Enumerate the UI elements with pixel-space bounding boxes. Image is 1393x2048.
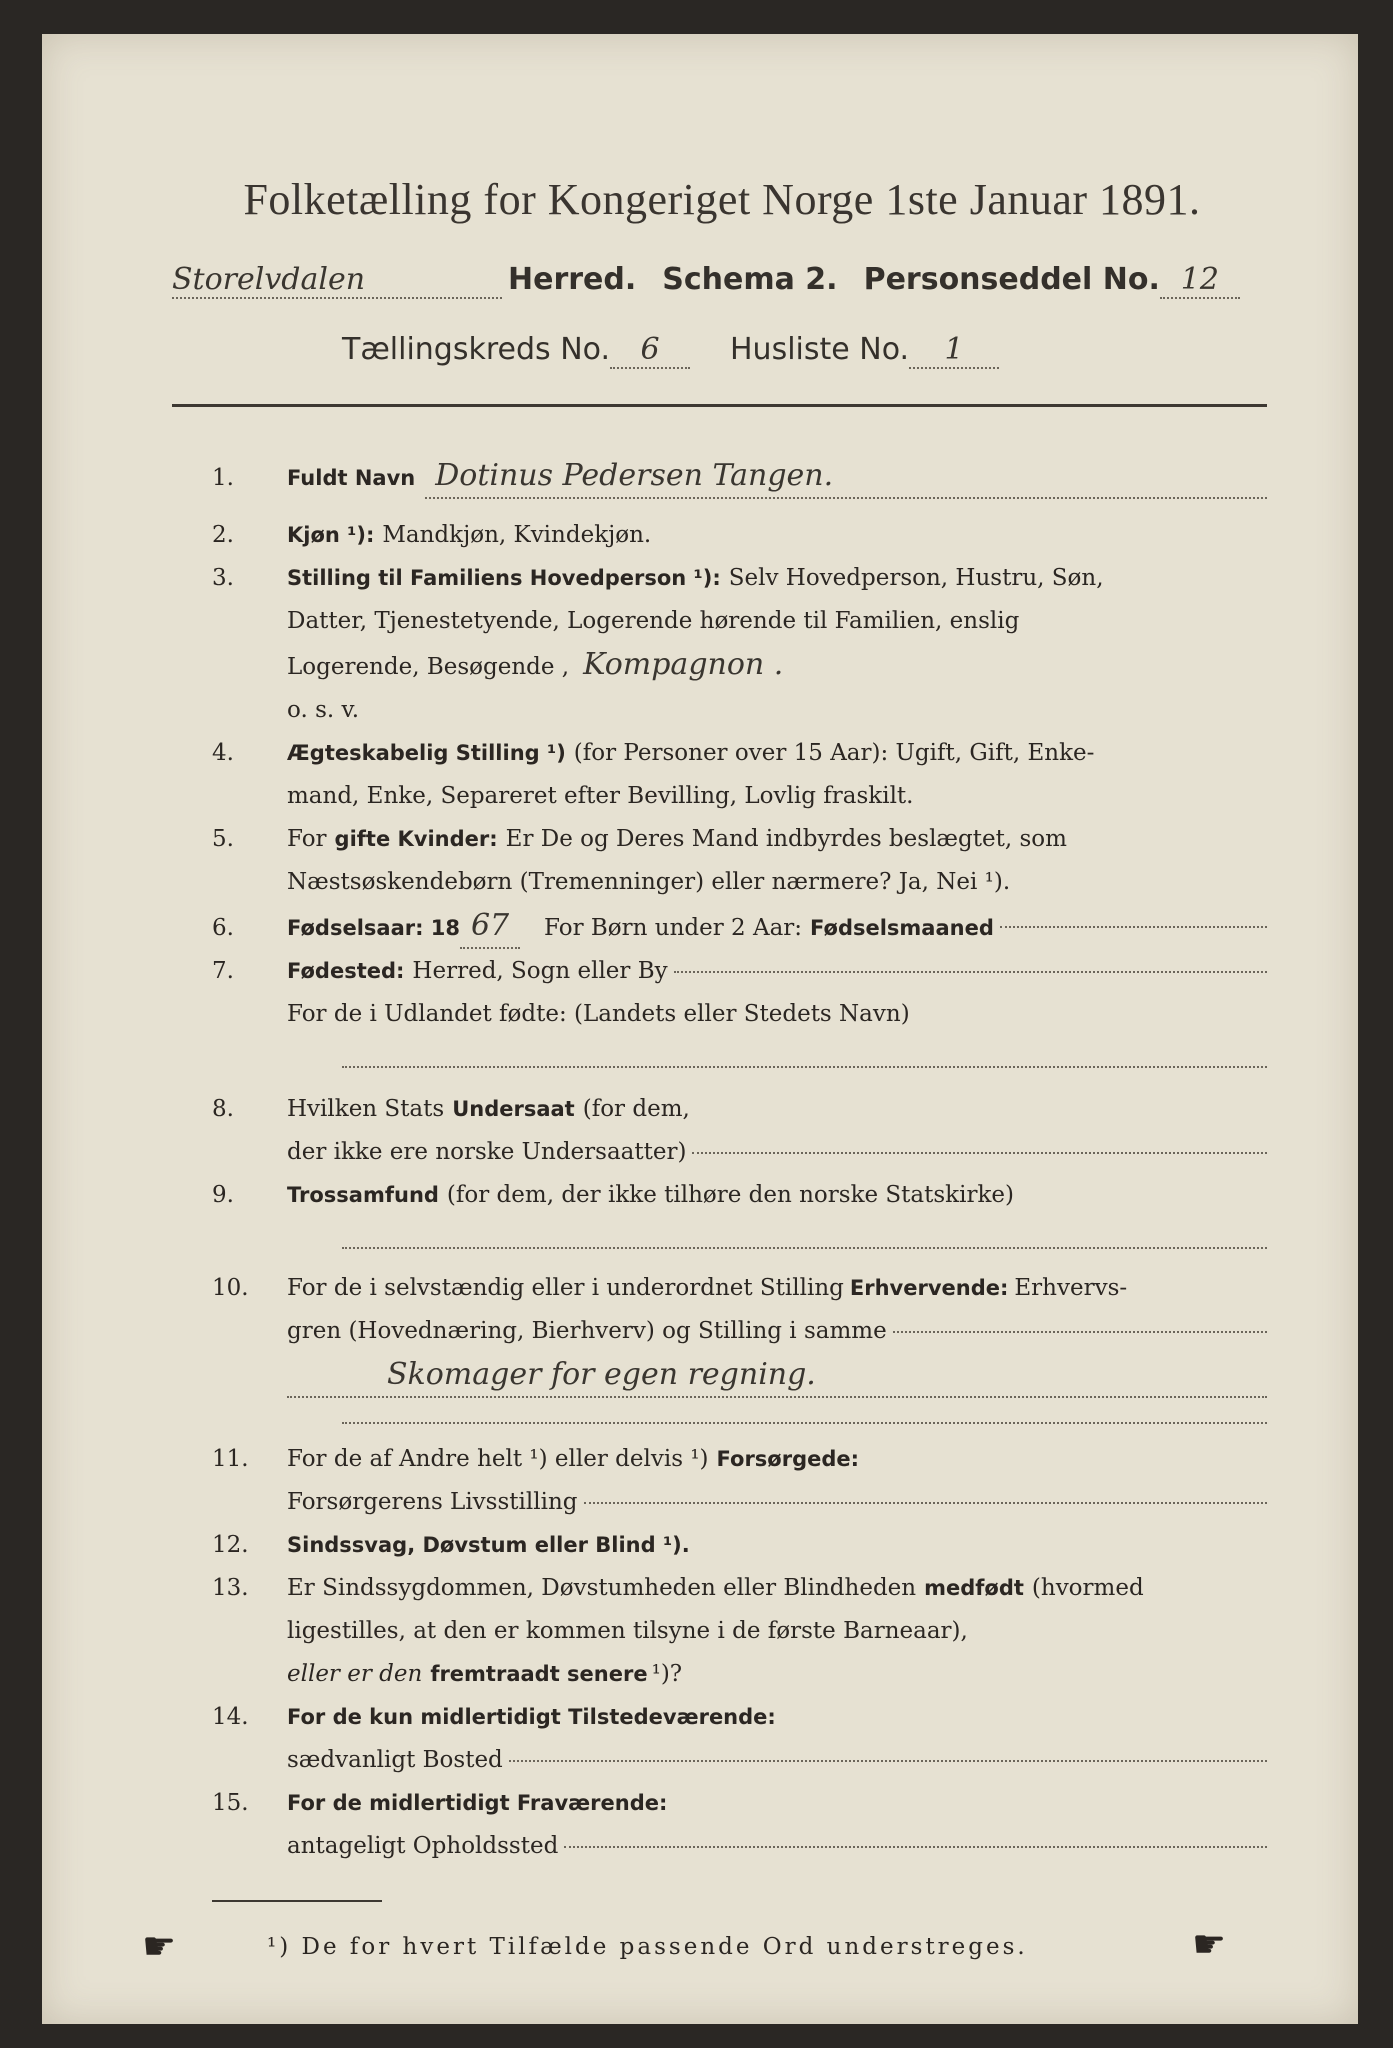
item-14-line2	[172, 1739, 1267, 1782]
item-11	[172, 1438, 1267, 1481]
item-13-line3	[172, 1653, 1267, 1696]
item-9	[172, 1174, 1267, 1217]
footnote-rule	[212, 1900, 382, 1902]
item-12	[172, 1524, 1267, 1567]
item-text: mand, Enke, Separeret efter Bevilling, Lovlig fraskilt.	[287, 783, 914, 809]
item-label: fremtraadt senere	[430, 1662, 648, 1686]
item-text: der ikke ere norske Undersaatter)	[287, 1139, 687, 1165]
item-14	[172, 1696, 1267, 1739]
item-number: 1.	[212, 465, 234, 491]
item-number: 5.	[212, 826, 234, 852]
herred-value: Storelvdalen	[172, 262, 502, 299]
item-6	[172, 904, 1267, 950]
item-10-line3	[172, 1353, 1267, 1398]
item-4	[172, 732, 1267, 775]
form-title: Folketælling for Kongeriget Norge 1ste Januar 1891.	[243, 175, 1201, 224]
item-label: Undersaat	[452, 1097, 575, 1121]
item-text: For de i Udlandet fødte: (Landets eller Stedets Navn)	[287, 1001, 910, 1027]
item-text: Datter, Tjenestetyende, Logerende hørende til Familien, enslig	[287, 608, 1020, 634]
item-label: Ægteskabelig Stilling ¹)	[287, 741, 566, 765]
item-label: For de midlertidigt Fraværende:	[287, 1791, 668, 1815]
item-text: Selv Hovedperson, Hustru, Søn,	[728, 565, 1104, 591]
item-number: 11.	[212, 1446, 249, 1472]
item-text: For de i selvstændig eller i underordnet Stilling	[287, 1275, 844, 1301]
item-label: Fødselsmaaned	[810, 916, 994, 940]
item-text: (for dem,	[582, 1096, 690, 1122]
item-15-line2	[172, 1825, 1267, 1868]
item-text: ligestilles, at den er kommen tilsyne i de første Barneaar),	[287, 1618, 968, 1644]
item-text: sædvanligt Bosted	[287, 1747, 503, 1773]
item-label: Stilling til Familiens Hovedperson ¹):	[287, 566, 721, 590]
item-3-line3	[172, 643, 1267, 689]
item-label: gifte Kvinder:	[334, 827, 498, 851]
item-text: Er De og Deres Mand indbyrdes beslægtet, som	[505, 826, 1067, 852]
relation-value: Kompagnon .	[583, 647, 784, 682]
item-number: 7.	[212, 958, 234, 984]
item-7	[172, 950, 1267, 993]
item-text: (for dem, der ikke tilhøre den norske Statskirke)	[446, 1182, 1014, 1208]
item-label: Kjøn ¹):	[287, 523, 375, 547]
item-label: Erhvervende:	[849, 1276, 1009, 1300]
item-number: 6.	[212, 915, 234, 941]
item-11-line2	[172, 1481, 1267, 1524]
birth-year-value: 67	[460, 904, 520, 949]
item-number: 14.	[212, 1704, 249, 1730]
item-2	[172, 514, 1267, 557]
item-text: eller er den	[287, 1661, 423, 1687]
item-text: Mandkjøn, Kvindekjøn.	[382, 522, 652, 548]
personseddel-value: 12	[1160, 262, 1240, 299]
item-5	[172, 818, 1267, 861]
item-text: For de af Andre helt ¹) eller delvis ¹)	[287, 1446, 709, 1472]
item-text: gren (Hovednæring, Bierhverv) og Stilling i samme	[287, 1318, 887, 1344]
item-text: For	[287, 826, 327, 852]
item-text: Erhvervs-	[1014, 1275, 1128, 1301]
item-8-line2	[172, 1131, 1267, 1174]
item-text: Hvilken Stats	[287, 1096, 445, 1122]
personseddel-label: Personseddel No.	[863, 262, 1160, 297]
item-10-line2	[172, 1310, 1267, 1353]
item-10	[172, 1267, 1267, 1310]
question-list	[172, 454, 1267, 1868]
item-text: Næstsøskendebørn (Tremenninger) eller nærmere? Ja, Nei ¹).	[287, 869, 1011, 895]
item-label: Fødested:	[287, 959, 405, 983]
header-rule	[172, 404, 1267, 407]
census-form	[42, 34, 1358, 2024]
item-text: Er Sindssygdommen, Døvstumheden eller Blindheden	[287, 1575, 917, 1601]
item-number: 12.	[212, 1532, 249, 1558]
item-text: antageligt Opholdssted	[287, 1833, 559, 1859]
item-3	[172, 557, 1267, 600]
kreds-label: Tællingskreds No.	[342, 332, 610, 367]
item-text: Herred, Sogn eller By	[412, 958, 668, 984]
item-15	[172, 1782, 1267, 1825]
item-label: medfødt	[924, 1576, 1024, 1600]
schema-label: Schema 2.	[662, 262, 838, 297]
herred-line	[172, 262, 1272, 299]
item-text: Forsørgerens Livsstilling	[287, 1489, 578, 1515]
item-text: For Børn under 2 Aar:	[544, 915, 803, 941]
herred-label: Herred.	[508, 262, 637, 297]
item-number: 9.	[212, 1182, 234, 1208]
item-text: Logerende, Besøgende ,	[287, 654, 570, 680]
item-label: Fuldt Navn	[287, 466, 416, 490]
pointing-hand-left-icon: ☛	[142, 1924, 177, 1968]
item-text: ¹)?	[651, 1661, 683, 1687]
item-number: 15.	[212, 1790, 249, 1816]
item-label: Trossamfund	[287, 1183, 439, 1207]
full-name-value: Dotinus Pedersen Tangen.	[425, 454, 1267, 499]
item-text: (for Personer over 15 Aar): Ugift, Gift, Enke-	[573, 740, 1095, 766]
pointing-hand-right-icon: ☛	[1192, 1922, 1227, 1966]
item-number: 8.	[212, 1096, 234, 1122]
item-1	[172, 454, 1267, 514]
husliste-value: 1	[909, 332, 999, 369]
item-label: For de kun midlertidigt Tilstedeværende:	[287, 1705, 776, 1729]
husliste-label: Husliste No.	[730, 332, 910, 367]
kreds-line	[342, 332, 1142, 369]
item-13	[172, 1567, 1267, 1610]
item-number: 4.	[212, 740, 234, 766]
item-number: 2.	[212, 522, 234, 548]
item-number: 13.	[212, 1575, 249, 1601]
occupation-value: Skomager for egen regning.	[287, 1353, 1267, 1398]
item-number: 10.	[212, 1275, 249, 1301]
footnote: ¹) De for hvert Tilfælde passende Ord understreges.	[267, 1934, 1028, 1960]
item-label: Fødselsaar: 18	[287, 916, 461, 940]
item-text: (hvormed	[1031, 1575, 1144, 1601]
item-8	[172, 1088, 1267, 1131]
kreds-value: 6	[610, 332, 690, 369]
item-number: 3.	[212, 565, 234, 591]
item-label: Forsørgede:	[716, 1447, 860, 1471]
item-label: Sindssvag, Døvstum eller Blind ¹).	[287, 1533, 690, 1557]
item-text: o. s. v.	[287, 697, 360, 723]
